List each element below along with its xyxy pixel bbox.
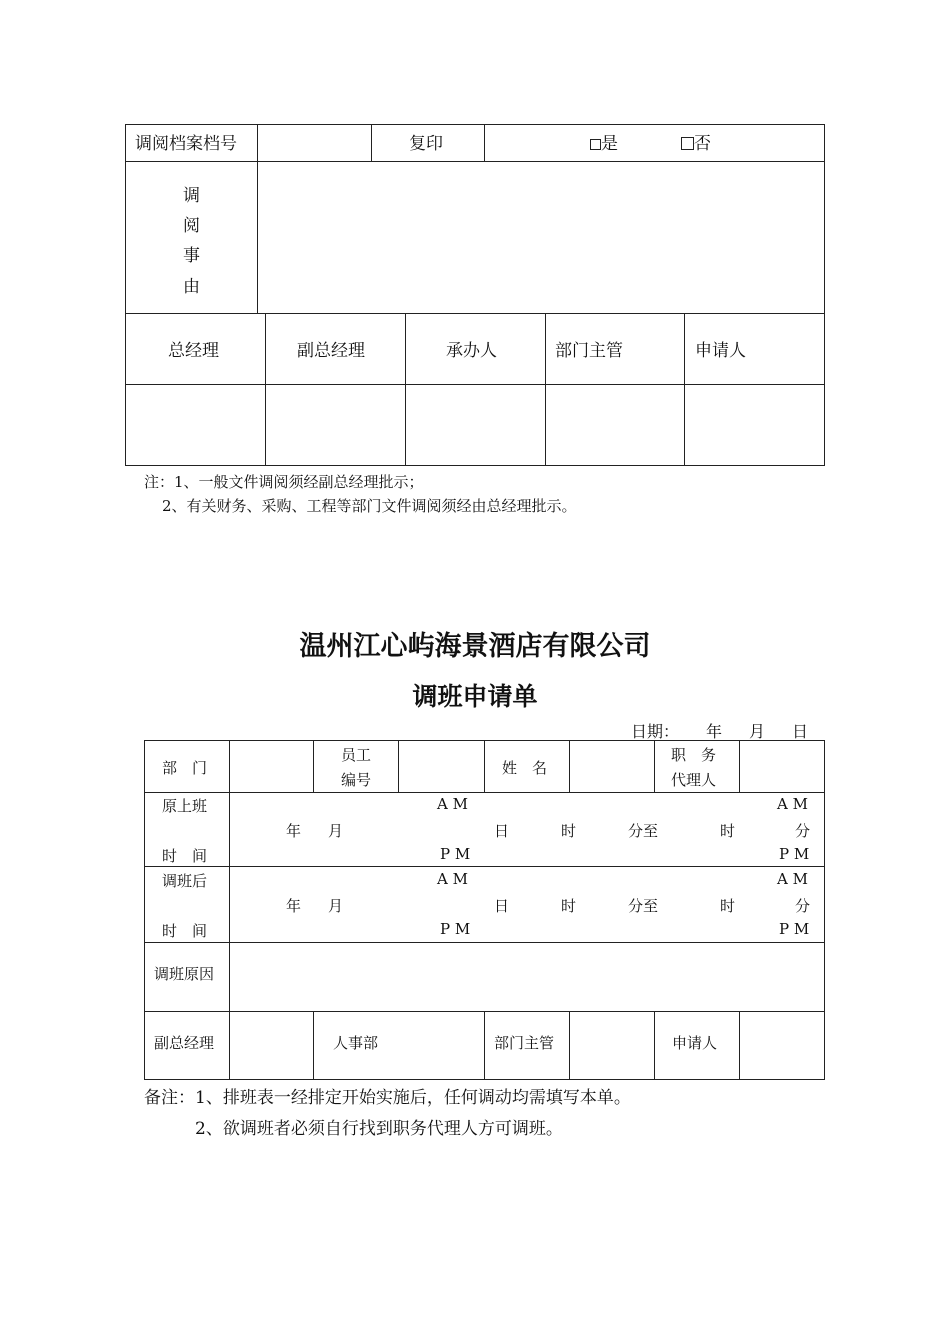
- reason-label-char: 由: [183, 277, 200, 297]
- note-line-2: 2、有关财务、采购、工程等部门文件调阅须经由总经理批示。: [162, 497, 577, 515]
- deputy-label: 职 务: [671, 746, 717, 764]
- shift-reason-field[interactable]: [231, 944, 823, 1010]
- am-label: A M: [437, 870, 468, 888]
- am-label: A M: [777, 870, 808, 888]
- company-name: 温州江心屿海景酒店有限公司: [299, 631, 651, 662]
- day-label: 日: [494, 897, 510, 915]
- approver-applicant-label: 申请人: [672, 1034, 718, 1052]
- approver-hr-label: 人事部: [333, 1034, 379, 1052]
- signature-cell[interactable]: [546, 385, 683, 464]
- day-label: 日: [494, 822, 510, 840]
- checkbox-icon[interactable]: [590, 139, 601, 150]
- date-month: 月: [749, 722, 766, 741]
- signature-cell[interactable]: [266, 385, 404, 464]
- approver-deputy-gm-label: 副总经理: [154, 1034, 215, 1052]
- after-time-label: 调班后: [162, 872, 208, 890]
- employee-number-label: 员工: [341, 746, 372, 764]
- original-time-label: 原上班: [162, 797, 208, 815]
- approver-signature-cell[interactable]: [571, 1013, 653, 1078]
- copy-yes-option[interactable]: [590, 129, 618, 154]
- reason-field[interactable]: [262, 166, 818, 308]
- year-label: 年: [286, 822, 302, 840]
- am-label: A M: [777, 795, 808, 813]
- year-label: 年: [286, 897, 302, 915]
- date-label: 日期：: [631, 722, 680, 741]
- am-label: A M: [437, 795, 468, 813]
- signature-cell[interactable]: [126, 385, 264, 464]
- copy-no-option[interactable]: [681, 129, 711, 154]
- month-label: 月: [328, 822, 344, 840]
- form-title: 调班申请单: [412, 682, 538, 711]
- minute-to-label: 分至: [628, 822, 659, 840]
- file-number-label: 调阅档案档号: [135, 134, 237, 154]
- approver-signature-cell[interactable]: [400, 1013, 483, 1078]
- signer-department-supervisor: 部门主管: [555, 341, 623, 361]
- original-time-label: 时 间: [162, 847, 208, 865]
- name-field[interactable]: [571, 742, 653, 791]
- remark-line-1: 备注：1、排班表一经排定开始实施后，任何调动均需填写本单。: [144, 1088, 631, 1108]
- pm-label: P M: [440, 920, 471, 938]
- hour-label: 时: [720, 822, 736, 840]
- after-time-label: 时 间: [162, 922, 208, 940]
- reason-label-char: 阅: [183, 216, 200, 236]
- approver-dept-supervisor-label: 部门主管: [494, 1034, 555, 1052]
- copy-yes-label: 是: [601, 134, 618, 154]
- date-year: 年: [706, 722, 723, 741]
- hour-label: 时: [561, 822, 577, 840]
- month-label: 月: [328, 897, 344, 915]
- approver-signature-cell[interactable]: [741, 1013, 823, 1078]
- signer-deputy-general-manager: 副总经理: [297, 341, 365, 361]
- signature-cell[interactable]: [406, 385, 544, 464]
- minute-to-label: 分至: [628, 897, 659, 915]
- reason-label-char: 事: [183, 246, 200, 266]
- reason-label-char: 调: [183, 186, 200, 206]
- hour-label: 时: [561, 897, 577, 915]
- pm-label: P M: [779, 920, 810, 938]
- signer-general-manager: 总经理: [168, 341, 219, 361]
- signer-applicant: 申请人: [695, 341, 746, 361]
- department-field[interactable]: [231, 742, 312, 791]
- minute-label: 分: [795, 897, 811, 915]
- name-label: 姓 名: [502, 759, 548, 777]
- employee-number-label: 编号: [341, 771, 372, 789]
- deputy-label: 代理人: [671, 771, 717, 789]
- date-day: 日: [792, 722, 809, 741]
- employee-number-field[interactable]: [400, 742, 483, 791]
- signer-handler: 承办人: [446, 341, 497, 361]
- approver-signature-cell[interactable]: [231, 1013, 312, 1078]
- department-label: 部 门: [162, 759, 208, 777]
- copy-no-label: 否: [694, 134, 711, 154]
- signature-cell[interactable]: [685, 385, 823, 464]
- hour-label: 时: [720, 897, 736, 915]
- deputy-field[interactable]: [741, 742, 823, 791]
- pm-label: P M: [440, 845, 471, 863]
- remark-line-2: 2、欲调班者必须自行找到职务代理人方可调班。: [195, 1119, 563, 1139]
- minute-label: 分: [795, 822, 811, 840]
- pm-label: P M: [779, 845, 810, 863]
- shift-reason-label: 调班原因: [154, 965, 215, 983]
- checkbox-icon[interactable]: [681, 137, 694, 150]
- copy-label: 复印: [409, 134, 443, 154]
- note-line-1: 注：1、一般文件调阅须经副总经理批示；: [144, 473, 424, 491]
